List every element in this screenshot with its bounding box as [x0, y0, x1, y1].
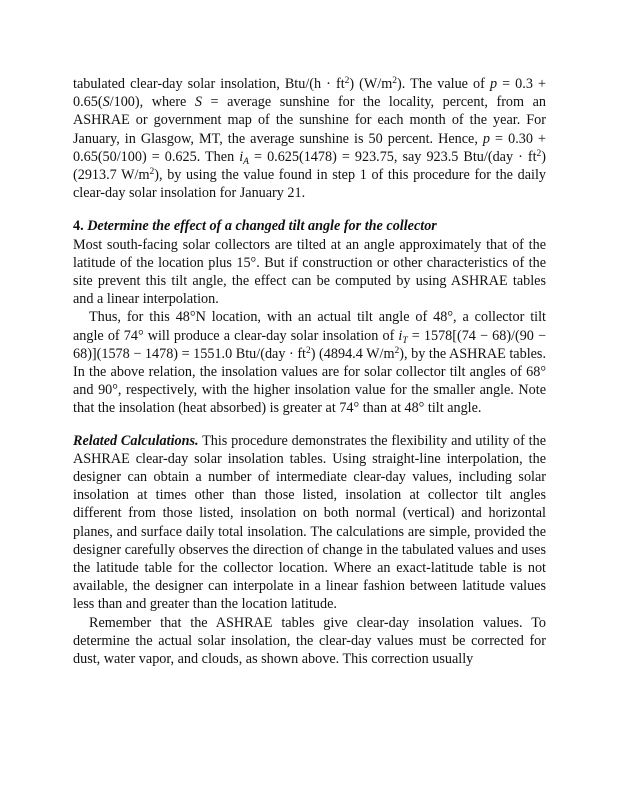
- paragraph-clear-day-values: Remember that the ASHRAE tables give clear-day insolation values. To determine the actual solar insolation, the clear-day values must be corrected for dust, water vapor, and clouds, as shown above. This correction usually: [73, 614, 546, 668]
- paragraph-tilt-example: Thus, for this 48°N location, with an actual tilt angle of 48°, a collector tilt angle of 74° will produce a clear-day solar insolation of $i_T = 1578[(74 - 68)/(90 - 68)](1578 - 1478) = 1551.0$ $Btu/(day \cdot ft^2)$ (4894.4 $W/m^2$), by the ASHRAE tables. In the above relation, the insolation values are for solar collector tilt angles of 68° and 90°, respectively, with the higher insolation value for the smaller angle. Note that the insolation (heat absorbed) is greater at 74° than at 48° tilt angle.: [73, 309, 547, 417]
- paragraph-insolation-correction: tabulated clear-day solar insolation, $Btu/(h \cdot ft^2)$ $(W/m^2)$. The value of p = 0.3 + 0.65(S/100), where S = average sunshine for the locality, percent, from an ASHRAE or government map of the sunshine for each month of the year. For January, in Glasgow, MT, the average sunshine is 50 percent. Hence, p = 0.30 + 0.65(50/100) = 0.625. Then $i_A = 0.625(1478) = 923.75$, say 923.5 $Btu/(day \cdot ft^2)$ (2913.7 $W/m^2$), by using the value found in step 1 of this procedure for the daily clear-day solar insolation for January 21.: [73, 76, 546, 202]
- section-title: Determine the effect of a changed tilt angle for the collector: [87, 218, 437, 235]
- document-page: [73, 75, 546, 668]
- section-number: 4.: [73, 218, 88, 235]
- section-heading: [73, 217, 546, 235]
- related-calculations-label: Related Calculations.: [73, 432, 199, 449]
- paragraph-tilt-angle: Most south-facing solar collectors are tilted at an angle approximately that of the latitude of the location plus 15°. But if construction or other characteristics of the site prevent this tilt angle, the effect can be computed by using ASHRAE tables and a linear interpolation.: [73, 236, 546, 308]
- paragraph-related-calculations: Related Calculations. This procedure demonstrates the flexibility and utility of the ASHRAE clear-day solar insolation tables. Using straight-line interpolation, the designer can obtain a number of intermediate clear-day values, including solar insolation at times other than those listed, insolation at collector tilt angles different from those listed, insolation on both normal (vertical) and horizontal planes, and surface daily total insolation. The calculations are simple, provided the designer carefully observes the direction of change in the tabulated values and uses the latitude table for the collector location. Where an exact-latitude table is not available, the designer can interpolate in a linear fashion between latitude values less than and greater than the location latitude.: [73, 432, 546, 613]
